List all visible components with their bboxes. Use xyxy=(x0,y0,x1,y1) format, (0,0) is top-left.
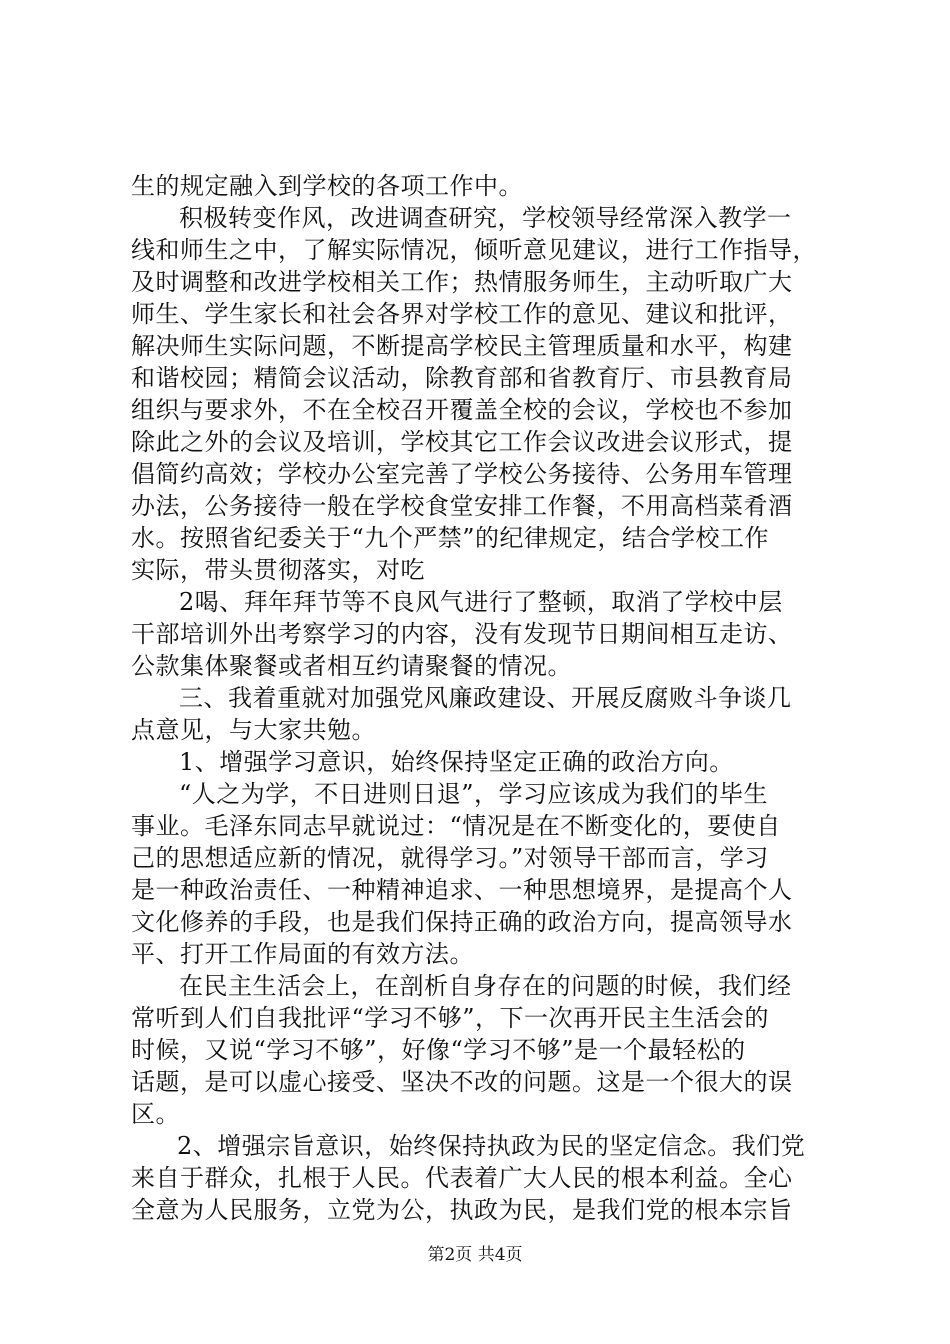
text-line: 组织与要求外，不在全校召开覆盖全校的会议，学校也不参加 xyxy=(131,396,793,424)
text-line: 常听到人们自我批评“学习不够”，下一次再开民主生活会的 xyxy=(131,1004,770,1032)
text-line: 师生、学生家长和社会各界对学校工作的意见、建议和批评， xyxy=(131,300,793,328)
text-line: 己的思想适应新的情况，就得学习。”对领导干部而言，学习 xyxy=(131,844,769,872)
subheading-line: 2、增强宗旨意识，始终保持执政为民的坚定信念。我们党 xyxy=(177,1132,806,1160)
text-line: 时候，又说“学习不够”，好像“学习不够”是一个最轻松的 xyxy=(131,1036,746,1064)
document-body xyxy=(131,170,831,1226)
paragraph-start-line: 2喝、拜年拜节等不良风气进行了整顿，取消了学校中层 xyxy=(179,588,783,616)
subheading-line: 1、增强学习意识，始终保持坚定正确的政治方向。 xyxy=(179,748,734,776)
text-line: 区。 xyxy=(131,1100,180,1128)
text-line: 话题，是可以虚心接受、坚决不改的问题。这是一个很大的误 xyxy=(131,1068,793,1096)
paragraph-start-line: “人之为学，不日进则日退”，学习应该成为我们的毕生 xyxy=(179,780,769,808)
text-line: 点意见，与大家共勉。 xyxy=(131,716,376,744)
text-line: 干部培训外出考察学习的内容，没有发现节日期间相互走访、 xyxy=(131,620,793,648)
text-line: 水。按照省纪委关于“九个严禁”的纪律规定，结合学校工作 xyxy=(131,524,770,552)
text-line: 全意为人民服务，立党为公，执政为民，是我们党的根本宗旨 xyxy=(131,1196,793,1224)
text-line: 解决师生实际问题，不断提高学校民主管理质量和水平，构建 xyxy=(131,332,793,360)
section-heading-line: 三、我着重就对加强党风廉政建设、开展反腐败斗争谈几 xyxy=(179,684,792,712)
text-line: 办法，公务接待一般在学校食堂安排工作餐，不用高档菜肴酒 xyxy=(131,492,793,520)
text-line: 来自于群众，扎根于人民。代表着广大人民的根本利益。全心 xyxy=(131,1164,793,1192)
text-line: 实际，带头贯彻落实，对吃 xyxy=(131,556,425,584)
text-line: 线和师生之中，了解实际情况，倾听意见建议，进行工作指导， xyxy=(131,236,817,264)
paragraph-start-line: 在民主生活会上，在剖析自身存在的问题的时候，我们经 xyxy=(179,972,792,1000)
text-line: 及时调整和改进学校相关工作；热情服务师生，主动听取广大 xyxy=(131,268,793,296)
page-number-footer: 第2页 共4页 xyxy=(427,1245,523,1265)
text-line: 事业。毛泽东同志早就说过：“情况是在不断变化的，要使自 xyxy=(131,812,781,840)
text-line: 文化修养的手段，也是我们保持正确的政治方向，提高领导水 xyxy=(131,908,793,936)
text-line: 倡简约高效；学校办公室完善了学校公务接待、公务用车管理 xyxy=(131,460,793,488)
text-line: 平、打开工作局面的有效方法。 xyxy=(131,940,474,968)
text-line: 除此之外的会议及培训，学校其它工作会议改进会议形式，提 xyxy=(131,428,793,456)
text-line: 公款集体聚餐或者相互约请聚餐的情况。 xyxy=(131,652,572,680)
paragraph-start-line: 积极转变作风，改进调查研究，学校领导经常深入教学一 xyxy=(179,204,792,232)
text-line: 是一种政治责任、一种精神追求、一种思想境界，是提高个人 xyxy=(131,876,793,904)
text-line: 和谐校园；精简会议活动，除教育部和省教育厅、市县教育局 xyxy=(131,364,793,392)
text-line: 生的规定融入到学校的各项工作中。 xyxy=(131,172,523,200)
